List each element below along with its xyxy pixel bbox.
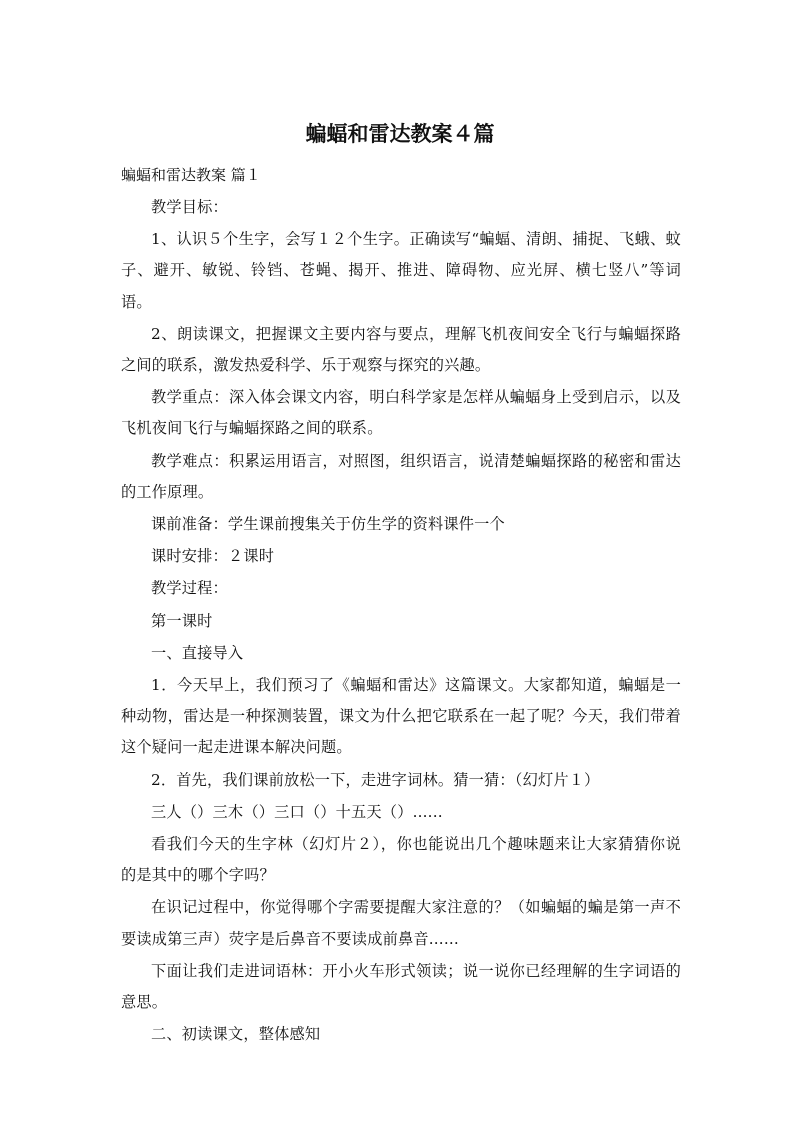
paragraph: 1、认识５个生字，会写１２个生字。正确读写“蝙蝠、清朗、捕捉、飞蛾、蚊子、避开、敏锐、铃铛、苍蝇、揭开、推进、障碍物、应光屏、横七竖八”等词语。 (121, 230, 681, 311)
paragraph: 课时安排：２课时 (151, 547, 275, 566)
paragraph: 2、朗读课文，把握课文主要内容与要点，理解飞机夜间安全飞行与蝙蝠探路之间的联系，激发热爱科学、乐于观察与探究的兴趣。 (121, 324, 681, 375)
paragraph: 在识记过程中，你觉得哪个字需要提醒大家注意的？（如蝙蝠的蝙是第一声不要读成第三声）荧字是后鼻音不要读成前鼻音...... (121, 898, 681, 948)
paragraph: 2．首先，我们课前放松一下，走进字词林。猜一猜：（幻灯片１） (151, 770, 600, 789)
paragraph: 第一课时 (151, 611, 213, 630)
paragraph: 教学难点：积累运用语言，对照图，组织语言，说清楚蝙蝠探路的秘密和雷达的工作原理。 (121, 451, 681, 501)
paragraph: 一、直接导入 (151, 643, 244, 662)
document-title: 蝙蝠和雷达教案４篇 (305, 122, 495, 146)
paragraph: 课前准备：学生课前搜集关于仿生学的资料课件一个 (151, 515, 505, 534)
document-subtitle: 蝙蝠和雷达教案 篇１ (121, 166, 261, 184)
paragraph: 教学目标： (151, 198, 228, 216)
paragraph: 下面让我们走进词语林：开小火车形式领读；说一说你已经理解的生字词语的意思。 (121, 961, 681, 1012)
paragraph: 看我们今天的生字林（幻灯片２），你也能说出几个趣味题来让大家猜猜你说的是其中的哪个字吗？ (121, 835, 681, 885)
paragraph: 教学重点：深入体会课文内容，明白科学家是怎样从蝙蝠身上受到启示，以及飞机夜间飞行与蝙蝠探路之间的联系。 (121, 388, 681, 438)
document-body (121, 192, 681, 1051)
paragraph: 教学过程： (151, 579, 228, 598)
paragraph: 1．今天早上，我们预习了《蝙蝠和雷达》这篇课文。大家都知道，蝙蝠是一种动物，雷达是一种探测装置，课文为什么把它联系在一起了呢？今天，我们带着这个疑问一起走进课本解决问题。 (121, 676, 681, 757)
paragraph: 二、初读课文，整体感知 (151, 1025, 321, 1044)
paragraph: 三人（）三木（）三口（）十五天（）...... (151, 802, 443, 821)
